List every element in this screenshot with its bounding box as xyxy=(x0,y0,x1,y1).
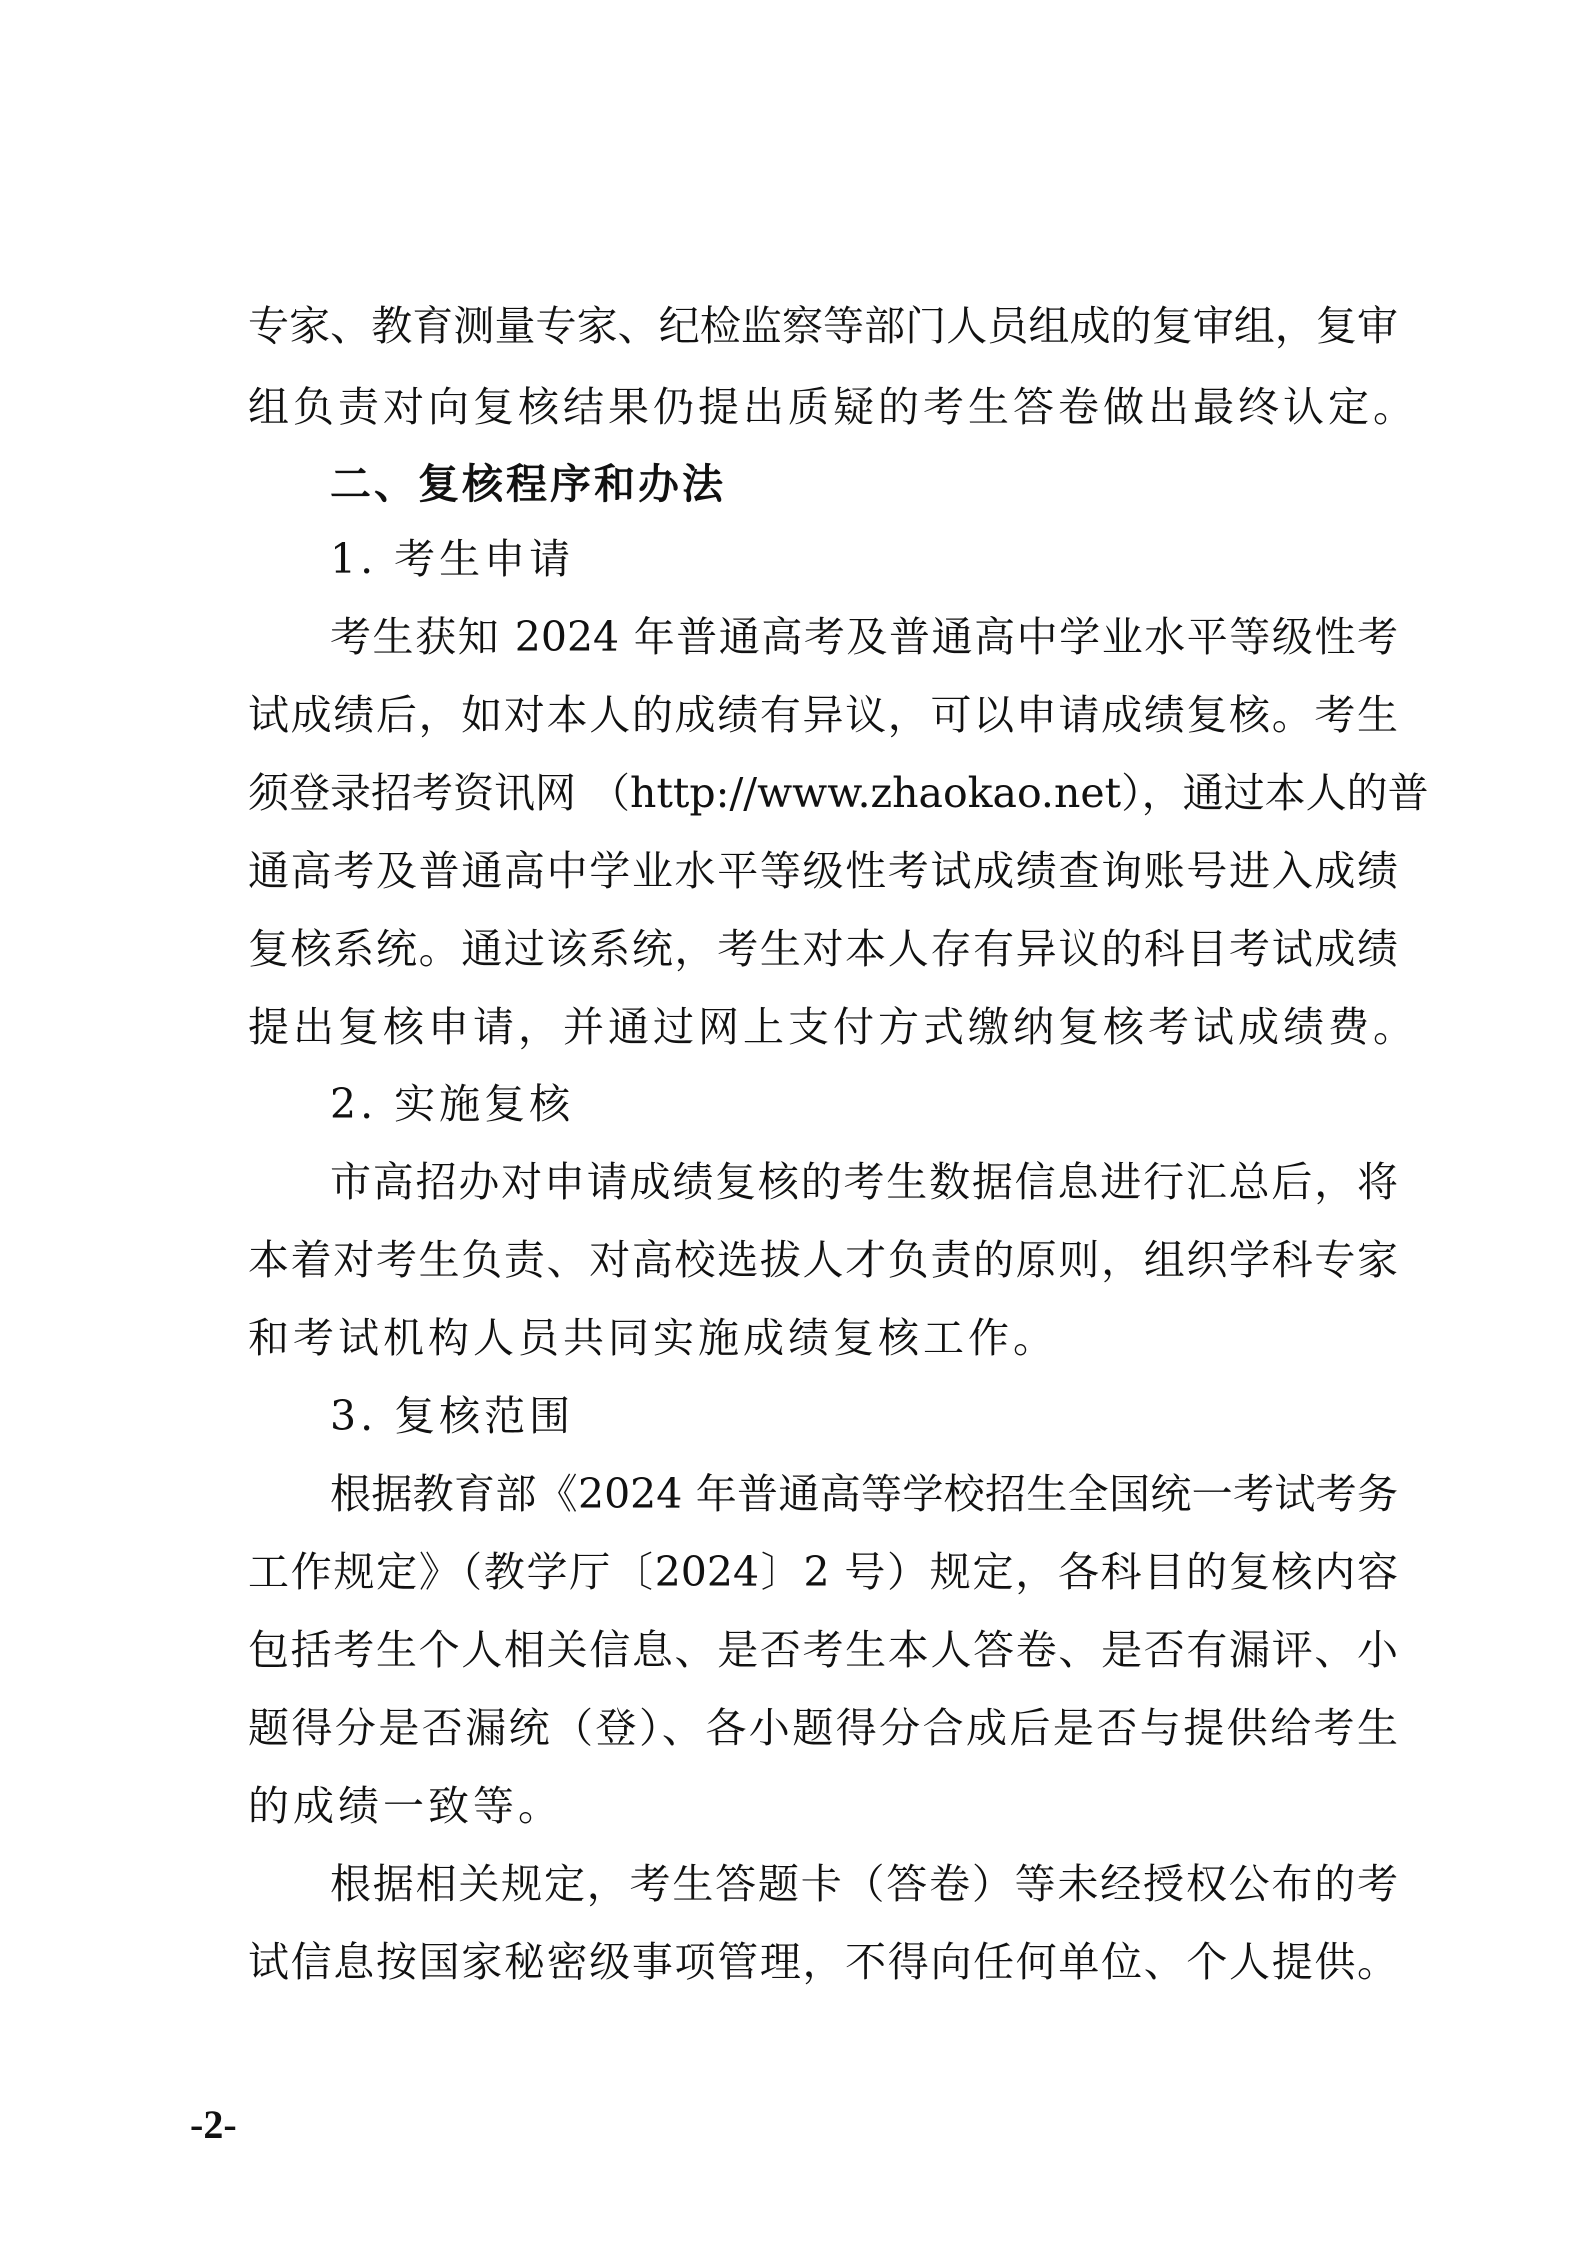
text-line: 市高招办对申请成绩复核的考生数据信息进行汇总后，将 xyxy=(330,1158,1398,1206)
text-line: 组负责对向复核结果仍提出质疑的考生答卷做出最终认定。 xyxy=(248,383,1418,431)
text-line: 考生获知 2024 年普通高考及普通高中学业水平等级性考 xyxy=(330,613,1398,661)
text-line: 根据相关规定，考生答题卡（答卷）等未经授权公布的考 xyxy=(330,1860,1398,1908)
text-line: 专家、教育测量专家、纪检监察等部门人员组成的复审组，复审 xyxy=(248,302,1398,350)
text-line: 通高考及普通高中学业水平等级性考试成绩查询账号进入成绩 xyxy=(248,847,1398,895)
text-line: 须登录招考资讯网 （http://www.zhaokao.net），通过本人的普 xyxy=(248,769,1429,817)
text-line: 提出复核申请，并通过网上支付方式缴纳复核考试成绩费。 xyxy=(248,1003,1418,1051)
text-line: 试信息按国家秘密级事项管理，不得向任何单位、个人提供。 xyxy=(248,1938,1398,1986)
section-heading: 二、复核程序和办法 xyxy=(330,460,726,508)
text-line: 和考试机构人员共同实施成绩复核工作。 xyxy=(248,1314,1058,1362)
text-line: 工作规定》（教学厅〔2024〕2 号）规定，各科目的复核内容 xyxy=(248,1548,1398,1596)
text-line: 的成绩一致等。 xyxy=(248,1782,563,1830)
text-line: 根据教育部《2024 年普通高等学校招生全国统一考试考务 xyxy=(330,1470,1398,1518)
text-line: 复核系统。通过该系统，考生对本人存有异议的科目考试成绩 xyxy=(248,925,1398,973)
page-number: -2- xyxy=(190,2102,237,2147)
subsection-heading: 2. 实施复核 xyxy=(330,1080,575,1128)
text-line: 包括考生个人相关信息、是否考生本人答卷、是否有漏评、小 xyxy=(248,1626,1398,1674)
subsection-heading: 3. 复核范围 xyxy=(330,1392,575,1440)
text-line: 题得分是否漏统（登）、各小题得分合成后是否与提供给考生 xyxy=(248,1704,1398,1752)
text-line: 试成绩后，如对本人的成绩有异议，可以申请成绩复核。考生 xyxy=(248,691,1398,739)
subsection-heading: 1. 考生申请 xyxy=(330,535,575,583)
text-line: 本着对考生负责、对高校选拔人才负责的原则，组织学科专家 xyxy=(248,1236,1398,1284)
